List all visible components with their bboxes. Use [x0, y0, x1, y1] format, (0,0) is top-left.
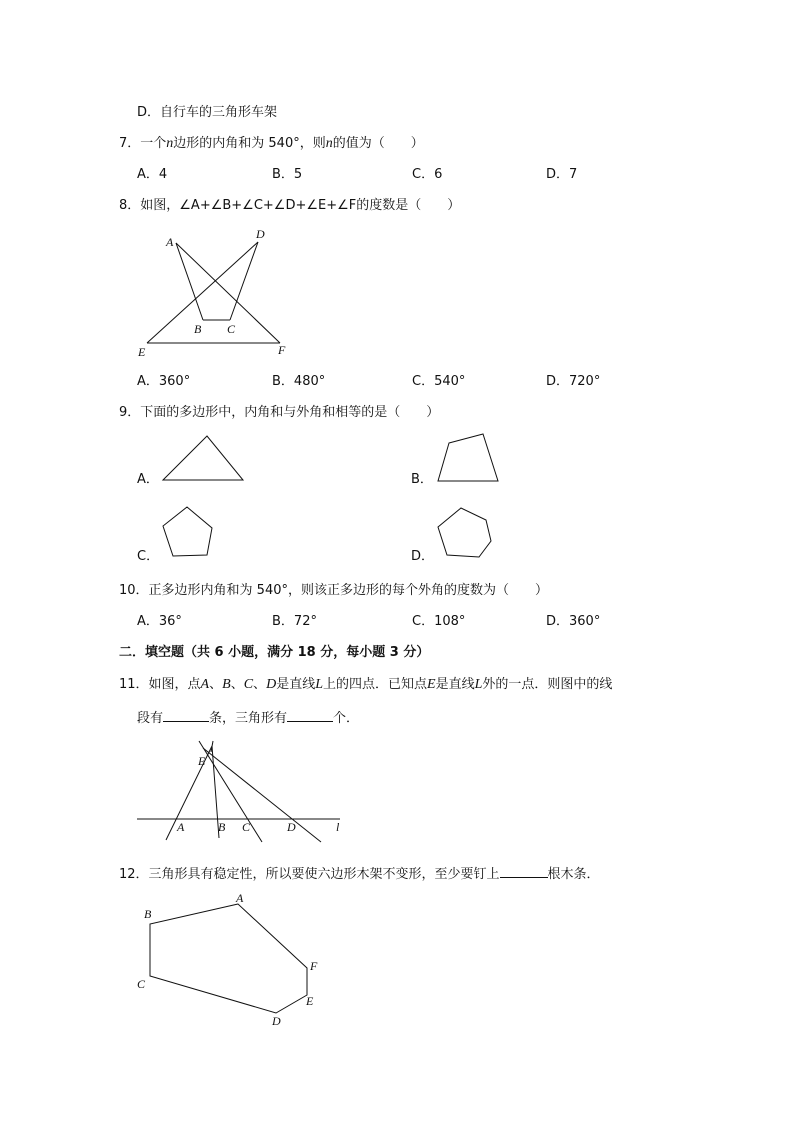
q11-label-e: E — [198, 754, 206, 768]
q12-label-f: F — [310, 959, 318, 973]
q9-option-c: C． — [137, 549, 160, 564]
q10-option-c: C．108° — [412, 614, 466, 629]
section-2-title: 二．填空题（共 6 小题，满分 18 分，每小题 3 分） — [119, 645, 430, 660]
q11-label-b: B — [218, 820, 226, 834]
q11-var-c: C — [243, 677, 254, 692]
q12-label-d: D — [272, 1014, 281, 1028]
q11-var-l-2: L — [474, 677, 483, 692]
q11-label-a: A — [177, 820, 185, 834]
q11-text-7: 条，三角形有 — [209, 711, 288, 726]
q11-var-b: B — [222, 677, 231, 692]
q10-option-b: B．72° — [272, 614, 317, 629]
q8-option-a: A．360° — [137, 374, 191, 389]
q8-label-b: B — [194, 322, 202, 336]
q11-sep-3: 、 — [253, 677, 267, 692]
q11-text-8: 个． — [333, 711, 360, 726]
q9-stem: 9．下面的多边形中，内角和与外角和相等的是（ ） — [119, 405, 440, 420]
q8-label-e: E — [138, 345, 146, 359]
q7-option-a: A．4 — [137, 167, 168, 182]
q12-text-1: 12．三角形具有稳定性，所以要使六边形木架不变形，至少要钉上 — [119, 867, 500, 882]
q7-option-b: B．5 — [272, 167, 303, 182]
q11-var-e: E — [427, 677, 436, 692]
q6-option-d: D．自行车的三角形车架 — [137, 105, 278, 120]
q11-sep-1: 、 — [209, 677, 223, 692]
q8-stem: 8．如图，∠A+∠B+∠C+∠D+∠E+∠F的度数是（ ） — [119, 198, 461, 213]
q11-text-1: 11．如图，点 — [119, 677, 201, 692]
q9-option-b: B． — [411, 472, 433, 487]
q10-option-d: D．360° — [546, 614, 601, 629]
q11-label-l: l — [336, 820, 340, 834]
q11-label-c: C — [242, 820, 251, 834]
q11-sep-2: 、 — [230, 677, 244, 692]
q7-n-var: n — [166, 136, 174, 151]
q7-mid: 边形的内角和为 540°，则 — [173, 136, 326, 151]
q11-var-l: L — [315, 677, 323, 692]
q7-n-var-2: n — [325, 136, 333, 151]
q8-label-c: C — [227, 322, 236, 336]
q11-text-2: 是直线 — [276, 677, 316, 692]
q9-option-a: A． — [137, 472, 159, 487]
q7-option-c: C．6 — [412, 167, 443, 182]
q8-label-d: D — [256, 227, 265, 241]
q12-text-2: 根木条． — [547, 867, 600, 882]
q11-text-6: 段有 — [137, 711, 164, 726]
q12-hexagon — [150, 904, 307, 1013]
q7-num: 7．一个 — [119, 136, 167, 151]
q10-option-a: A．36° — [137, 614, 182, 629]
q8-label-a: A — [166, 235, 174, 249]
q12-label-a: A — [236, 891, 244, 905]
q8-label-f: F — [278, 343, 286, 357]
q7-option-d: D．7 — [546, 167, 578, 182]
q11-var-d: D — [266, 677, 277, 692]
q11-label-d: D — [287, 820, 296, 834]
q11-var-a: A — [200, 677, 210, 692]
q12-label-e: E — [306, 994, 314, 1008]
q12-label-b: B — [144, 907, 152, 921]
q8-option-d: D．720° — [546, 374, 601, 389]
q10-stem: 10．正多边形内角和为 540°，则该正多边形的每个外角的度数为（ ） — [119, 583, 548, 598]
q12-label-c: C — [137, 977, 146, 991]
q11-text-3: 上的四点．已知点 — [323, 677, 428, 692]
q11-text-4: 是直线 — [435, 677, 475, 692]
q7-tail: 的值为（ ） — [332, 136, 424, 151]
q9-option-d: D． — [411, 549, 435, 564]
q11-text-5: 外的一点．则图中的线 — [482, 677, 613, 692]
q8-option-c: C．540° — [412, 374, 466, 389]
q8-option-b: B．480° — [272, 374, 326, 389]
